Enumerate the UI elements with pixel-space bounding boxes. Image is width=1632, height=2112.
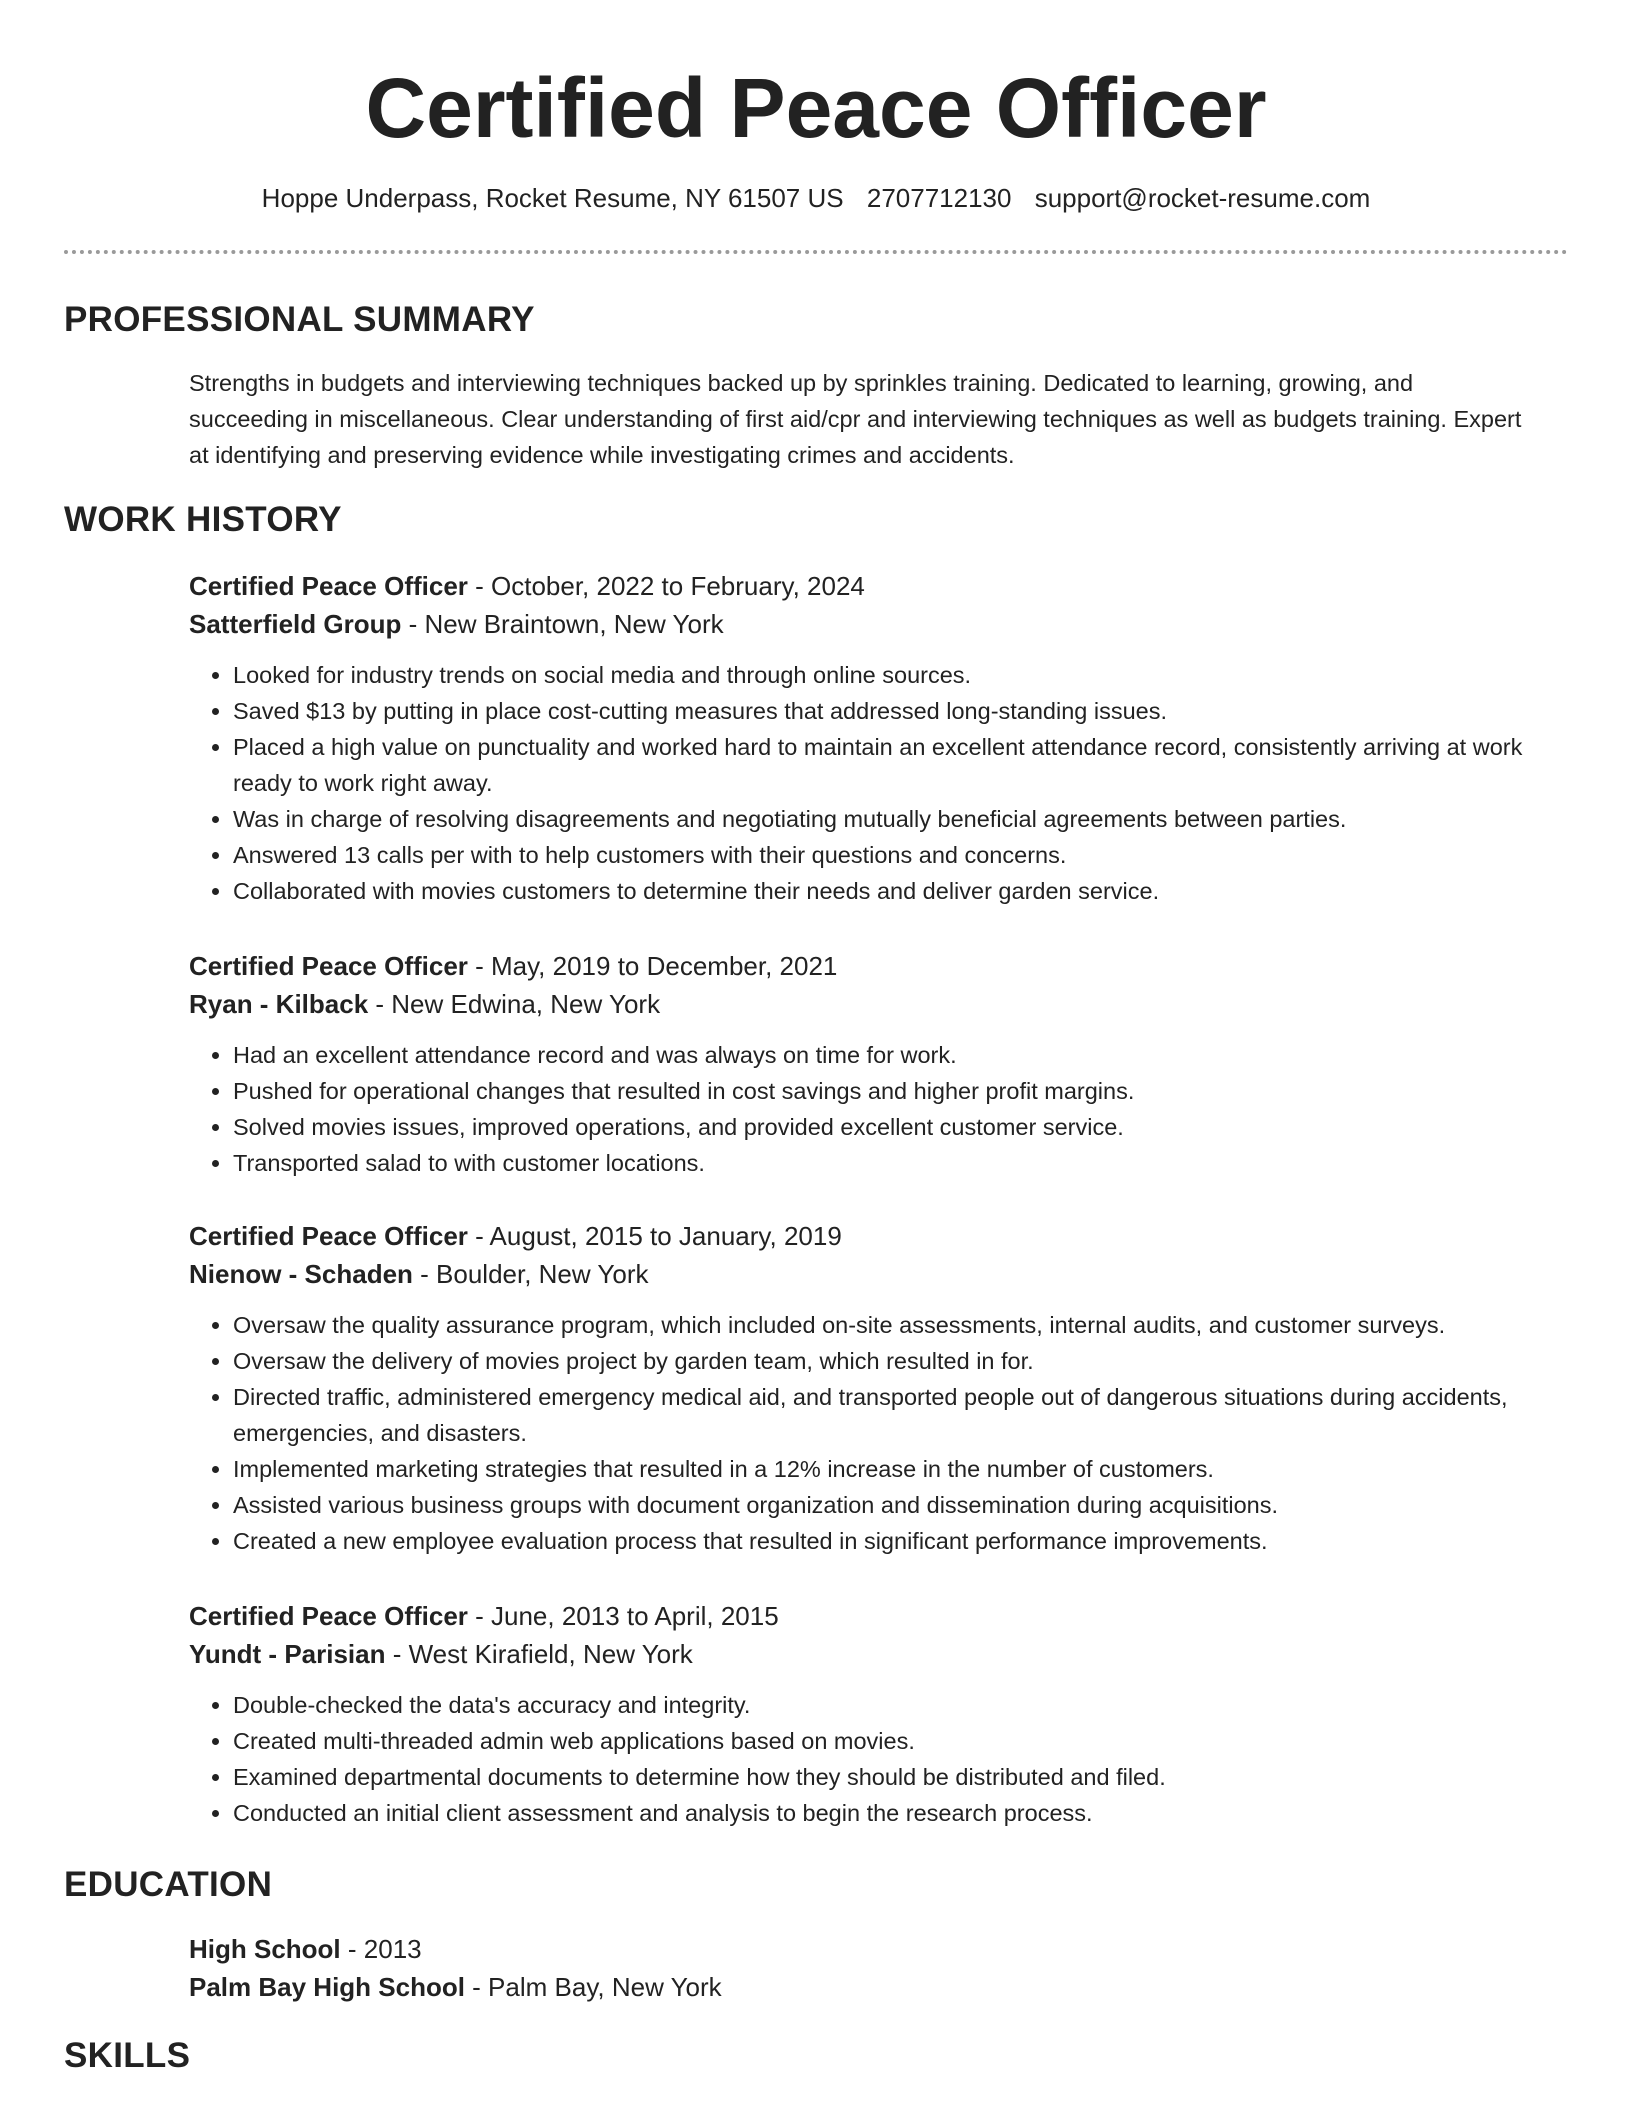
job-company-line <box>189 605 1534 643</box>
job-dates: - October, 2022 to February, 2024 <box>467 571 865 601</box>
job-bullets <box>189 657 1534 909</box>
contact-phone: 2707712130 <box>866 183 1012 213</box>
summary-block <box>189 365 1534 473</box>
education-entry <box>189 1930 1534 2006</box>
job-bullet: • Pushed for operational changes that resulted in cost savings and higher profit margins. <box>233 1073 1534 1109</box>
job-bullet: • Assisted various business groups with document organization and dissemination during acquisitions. <box>233 1487 1534 1523</box>
contact-email: support@rocket-resume.com <box>1034 183 1371 213</box>
job-bullet: • Created a new employee evaluation process that resulted in significant performance improvements. <box>233 1523 1534 1559</box>
job-entry <box>189 947 1534 1181</box>
job-company: Nienow - Schaden <box>189 1259 413 1289</box>
job-dates: - August, 2015 to January, 2019 <box>467 1221 842 1251</box>
job-location: - Boulder, New York <box>412 1259 649 1289</box>
job-bullet: • Double-checked the data's accuracy and integrity. <box>233 1687 1534 1723</box>
job-title-line <box>189 947 1534 985</box>
job-bullet: • Answered 13 calls per with to help customers with their questions and concerns. <box>233 837 1534 873</box>
job-bullets <box>189 1037 1534 1181</box>
education-year: - 2013 <box>340 1934 422 1964</box>
job-title-line <box>189 1217 1534 1255</box>
education-degree-line <box>189 1930 1534 1968</box>
job-bullet: • Conducted an initial client assessment and analysis to begin the research process. <box>233 1795 1534 1831</box>
contact-address: Hoppe Underpass, Rocket Resume, NY 61507 US <box>261 183 844 213</box>
job-company: Ryan - Kilback <box>189 989 369 1019</box>
job-role: Certified Peace Officer <box>189 1601 468 1631</box>
job-bullet: • Implemented marketing strategies that resulted in a 12% increase in the number of customers. <box>233 1451 1534 1487</box>
summary-text: Strengths in budgets and interviewing techniques backed up by sprinkles training. Dedicated to learning, growing, and succeeding in miscellaneous. Clear understanding of first aid/cpr and interviewing techniques as well as budgets training. Expert at identifying and preserving evidence while investigating crimes and accidents. <box>189 370 1522 468</box>
skills-heading: SKILLS <box>64 2036 191 2075</box>
job-company: Yundt - Parisian <box>189 1639 386 1669</box>
job-location: - New Braintown, New York <box>401 609 724 639</box>
job-bullet: • Created multi-threaded admin web applications based on movies. <box>233 1723 1534 1759</box>
job-title-line <box>189 567 1534 605</box>
resume-name: Certified Peace Officer <box>365 61 1267 155</box>
job-bullets <box>189 1307 1534 1559</box>
education-heading: EDUCATION <box>64 1865 273 1904</box>
job-bullet: • Examined departmental documents to determine how they should be distributed and filed. <box>233 1759 1534 1795</box>
education-school-line <box>189 1968 1534 2006</box>
job-entry <box>189 1217 1534 1559</box>
job-bullet: • Collaborated with movies customers to determine their needs and deliver garden service. <box>233 873 1534 909</box>
job-bullets <box>189 1687 1534 1831</box>
job-title-line <box>189 1597 1534 1635</box>
job-bullet: • Was in charge of resolving disagreements and negotiating mutually beneficial agreements between parties. <box>233 801 1534 837</box>
summary-heading: PROFESSIONAL SUMMARY <box>64 300 535 339</box>
job-company: Satterfield Group <box>189 609 402 639</box>
education-degree: High School <box>189 1934 341 1964</box>
job-bullet: • Oversaw the quality assurance program, which included on-site assessments, internal audits, and customer surveys. <box>233 1307 1534 1343</box>
job-bullet: • Saved $13 by putting in place cost-cutting measures that addressed long-standing issues. <box>233 693 1534 729</box>
job-entry <box>189 1597 1534 1831</box>
job-bullet: • Placed a high value on punctuality and worked hard to maintain an excellent attendance record, consistently arriving at work ready to work right away. <box>233 729 1534 801</box>
job-company-line <box>189 985 1534 1023</box>
work-history-heading: WORK HISTORY <box>64 500 342 539</box>
job-role: Certified Peace Officer <box>189 1221 468 1251</box>
job-dates: - June, 2013 to April, 2015 <box>467 1601 779 1631</box>
job-role: Certified Peace Officer <box>189 571 468 601</box>
contact-line <box>0 180 1632 216</box>
job-company-line <box>189 1255 1534 1293</box>
job-dates: - May, 2019 to December, 2021 <box>467 951 838 981</box>
education-location: - Palm Bay, New York <box>464 1972 722 2002</box>
job-role: Certified Peace Officer <box>189 951 468 981</box>
job-bullet: • Had an excellent attendance record and was always on time for work. <box>233 1037 1534 1073</box>
job-company-line <box>189 1635 1534 1673</box>
education-school: Palm Bay High School <box>189 1972 465 2002</box>
job-bullet: • Transported salad to with customer locations. <box>233 1145 1534 1181</box>
job-bullet: • Solved movies issues, improved operations, and provided excellent customer service. <box>233 1109 1534 1145</box>
job-bullet: • Oversaw the delivery of movies project by garden team, which resulted in for. <box>233 1343 1534 1379</box>
job-bullet: • Directed traffic, administered emergency medical aid, and transported people out of dangerous situations during accidents, emergencies, and disasters. <box>233 1379 1534 1451</box>
job-entry <box>189 567 1534 909</box>
job-location: - West Kirafield, New York <box>385 1639 693 1669</box>
job-location: - New Edwina, New York <box>368 989 661 1019</box>
header-divider <box>64 250 1568 254</box>
job-bullet: • Looked for industry trends on social media and through online sources. <box>233 657 1534 693</box>
